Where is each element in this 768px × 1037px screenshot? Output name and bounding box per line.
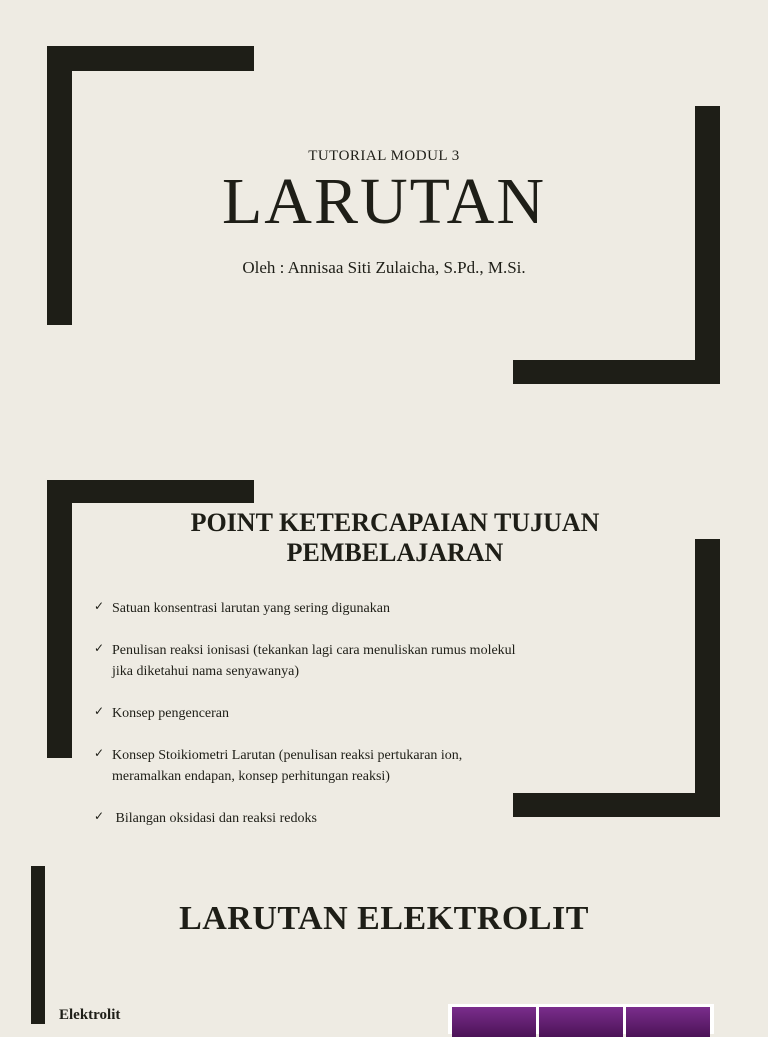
list-item-text: Konsep pengenceran	[112, 706, 230, 721]
checkmark-icon: ✓	[94, 599, 105, 613]
objectives-list	[94, 598, 614, 850]
checkmark-icon: ✓	[94, 704, 105, 718]
list-item	[94, 640, 614, 682]
list-item-text-cont: meramalkan endapan, konsep perhitungan reaksi)	[112, 769, 390, 784]
slide3-label: Elektrolit	[59, 1007, 121, 1023]
frame-bar-bottom-right-horizontal	[513, 360, 720, 384]
slide2-title-line2: PEMBELAJARAN	[286, 538, 504, 567]
image-tile	[626, 1007, 710, 1037]
checkmark-icon: ✓	[94, 641, 105, 655]
list-item-text: Konsep Stoikiometri Larutan (penulisan reaksi pertukaran ion,	[112, 748, 463, 763]
list-item-text: Penulisan reaksi ionisasi (tekankan lagi cara menuliskan rumus molekul	[112, 643, 516, 658]
list-item	[94, 598, 614, 619]
image-tile	[452, 1007, 536, 1037]
slide1-title: LARUTAN	[221, 165, 547, 238]
frame-bar-top-left-vertical	[47, 480, 72, 758]
slide2-title-line1: POINT KETERCAPAIAN TUJUAN	[190, 508, 600, 537]
list-item	[94, 703, 614, 724]
frame-bar-left-vertical	[31, 866, 45, 1024]
frame-bar-top-left-horizontal	[47, 46, 254, 71]
list-item	[94, 745, 614, 787]
slide3-title: LARUTAN ELEKTROLIT	[179, 900, 589, 937]
checkmark-icon: ✓	[94, 809, 105, 823]
slide2-title	[100, 508, 690, 568]
slide1-author: Oleh : Annisaa Siti Zulaicha, S.Pd., M.Si.	[242, 258, 526, 277]
list-item-text-cont: jika diketahui nama senyawanya)	[112, 664, 299, 679]
image-tile	[539, 1007, 623, 1037]
slide1-subtitle: TUTORIAL MODUL 3	[308, 148, 460, 164]
frame-bar-bottom-right-vertical	[695, 539, 720, 817]
electrolyte-image	[448, 1004, 714, 1034]
list-item	[94, 808, 614, 829]
frame-bar-top-left-horizontal	[47, 480, 254, 503]
list-item-text: Satuan konsentrasi larutan yang sering digunakan	[112, 601, 390, 616]
checkmark-icon: ✓	[94, 746, 105, 760]
list-item-text: Bilangan oksidasi dan reaksi redoks	[112, 811, 317, 826]
